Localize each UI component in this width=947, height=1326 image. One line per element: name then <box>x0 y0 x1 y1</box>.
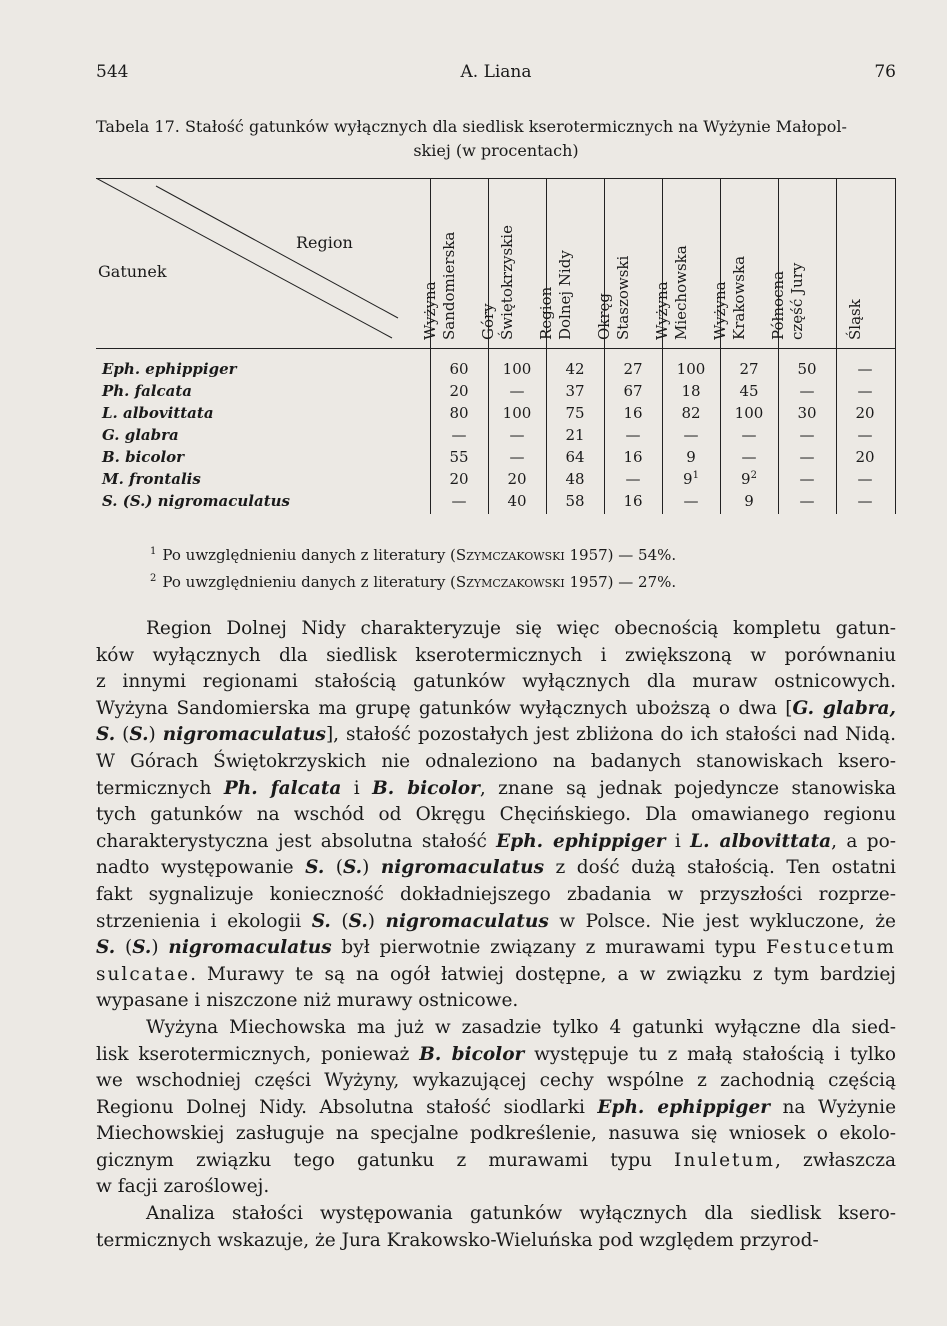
column-header-label <box>846 299 865 340</box>
table-cell <box>720 470 778 488</box>
table-cell <box>778 448 836 466</box>
cell-value: 18 <box>681 382 701 400</box>
table-cell <box>720 448 778 466</box>
text-run: występuje tu z małą stałością i tylko <box>524 1043 896 1065</box>
cell-value: 20 <box>449 470 469 488</box>
text-run: ) <box>148 724 163 746</box>
cell-value: 80 <box>449 404 469 422</box>
table-cell <box>662 470 720 488</box>
text-run: , znane są jednak pojedyncze stanowiska <box>479 777 896 799</box>
body-line <box>96 616 896 643</box>
text-run: ( <box>115 937 133 959</box>
table-cell <box>488 360 546 378</box>
body-line <box>96 802 896 829</box>
table-cell <box>604 382 662 400</box>
text-run: , zwłaszcza <box>774 1149 896 1171</box>
cell-value: 60 <box>449 360 469 378</box>
text-run: Miechowskiej zasługuje na specjalne podkreślenie, nasuwa się wniosek o ekolo- <box>96 1123 896 1145</box>
column-header-label <box>479 225 517 340</box>
table-cell <box>546 426 604 444</box>
column-header-label <box>711 256 749 340</box>
cell-value: 20 <box>855 404 875 422</box>
table-cell <box>546 360 604 378</box>
cell-value: — <box>741 426 757 444</box>
table-row <box>96 360 896 382</box>
cell-value: — <box>451 492 467 510</box>
column-header-label <box>537 250 575 340</box>
body-line <box>96 749 896 776</box>
table-caption <box>96 115 896 163</box>
table-cell <box>836 360 894 378</box>
body-line <box>96 1201 896 1228</box>
cell-value: 75 <box>565 404 585 422</box>
table-cell <box>662 492 720 510</box>
table-cell <box>662 426 720 444</box>
cell-value: — <box>683 492 699 510</box>
body-line <box>96 962 896 989</box>
body-line <box>96 1148 896 1175</box>
table-cell <box>778 382 836 400</box>
column-header-line-1: Śląsk <box>846 299 864 340</box>
text-run: ], stałość pozostałych jest zbliżona do ich stałości nad Nidą. <box>325 724 896 746</box>
table-cell <box>778 470 836 488</box>
table-cell <box>778 426 836 444</box>
table-cell <box>546 448 604 466</box>
text-run: na Wyżynie <box>769 1096 897 1118</box>
volume-number: 76 <box>874 62 896 82</box>
column-header-line-1: Region <box>537 286 555 340</box>
footnote-author: Szymczakowski <box>455 546 565 564</box>
text-run: W Górach Świętokrzyskich nie odnaleziono na badanych stanowiskach ksero- <box>96 750 896 772</box>
column-header-line-1: Okręg <box>595 292 613 340</box>
body-line <box>96 696 896 723</box>
table-cell <box>720 404 778 422</box>
table-cell <box>778 404 836 422</box>
body-line <box>96 829 896 856</box>
column-header-label <box>595 256 633 340</box>
taxon-name: S. <box>342 857 363 879</box>
cell-value: 30 <box>797 404 817 422</box>
table-cell <box>488 382 546 400</box>
body-line <box>96 776 896 803</box>
table-row <box>96 470 896 492</box>
species-name: B. bicolor <box>102 448 185 466</box>
table-cell <box>720 492 778 510</box>
text-run: strzenienia i ekologii <box>96 910 312 932</box>
body-line <box>96 669 896 696</box>
body-line <box>96 1068 896 1095</box>
text-run: nadto występowanie <box>96 857 306 879</box>
taxon-name: S. <box>129 724 149 746</box>
table-cell <box>430 426 488 444</box>
cell-value: 27 <box>739 360 759 378</box>
text-run: , a po- <box>831 830 896 852</box>
cell-value: 9 <box>683 470 693 488</box>
cell-value: 20 <box>507 470 527 488</box>
taxon-name: Ph. falcata <box>223 777 342 799</box>
cell-value: — <box>509 448 525 466</box>
species-name: Eph. ephippiger <box>102 360 237 378</box>
footnote-mark: 2 <box>150 573 157 584</box>
caption-line-1: Tabela 17. Stałość gatunków wyłącznych dla siedlisk kserotermicznych na Wyżynie Małopol- <box>96 117 847 136</box>
table-cell <box>488 492 546 510</box>
column-header-label <box>769 263 807 340</box>
taxon-name: S. <box>311 910 331 932</box>
body-line <box>96 1228 896 1255</box>
body-line <box>96 643 896 670</box>
taxon-name: B. bicolor <box>372 777 480 799</box>
taxon-name: S. <box>96 937 116 959</box>
table-cell <box>836 448 894 466</box>
cell-value: 50 <box>797 360 817 378</box>
taxon-name: S. <box>96 724 116 746</box>
footnote-text: Po uwzględnieniu danych z literatury ( <box>162 573 456 591</box>
text-run: i <box>665 830 691 852</box>
cell-value: — <box>509 426 525 444</box>
corner-species-label: Gatunek <box>98 262 167 281</box>
text-run: ( <box>330 910 349 932</box>
column-header-line-2: Świętokrzyskie <box>498 225 516 340</box>
column-header-line-1: Wyżyna <box>711 281 729 340</box>
body-line <box>96 935 896 962</box>
body-line <box>96 882 896 909</box>
cell-value: 9 <box>741 470 751 488</box>
table-cell <box>778 360 836 378</box>
table-cell <box>546 382 604 400</box>
footnote-ref: 1 <box>692 470 699 481</box>
cell-value: — <box>857 426 873 444</box>
table-cell <box>836 404 894 422</box>
taxon-name: Eph. ephippiger <box>597 1096 770 1118</box>
body-text <box>96 616 896 1254</box>
cell-value: — <box>799 426 815 444</box>
cell-value: 64 <box>565 448 585 466</box>
cell-value: 16 <box>623 492 643 510</box>
cell-value: 40 <box>507 492 527 510</box>
column-header-line-2: część Jury <box>788 262 806 340</box>
column-header-line-1: Wyżyna <box>421 281 439 340</box>
page-number: 544 <box>96 62 129 82</box>
taxon-name: nigromaculatus <box>168 937 332 959</box>
cell-value: 27 <box>623 360 643 378</box>
cell-value: — <box>857 470 873 488</box>
plant-association: Inuletum <box>674 1149 775 1171</box>
text-run: charakterystyczna jest absolutna stałość <box>96 830 497 852</box>
table-row <box>96 448 896 470</box>
stability-table <box>96 178 896 514</box>
text-run: ków wyłącznych dla siedlisk kserotermicznych i zwiększoną w porównaniu <box>96 644 896 666</box>
cell-value: — <box>857 360 873 378</box>
taxon-name: S. <box>348 910 368 932</box>
cell-value: — <box>509 382 525 400</box>
cell-value: — <box>799 492 815 510</box>
taxon-name: nigromaculatus <box>162 724 326 746</box>
cell-value: 9 <box>744 492 754 510</box>
column-header-label <box>421 232 459 340</box>
footnote-text: Po uwzględnieniu danych z literatury ( <box>162 546 456 564</box>
cell-value: 16 <box>623 404 643 422</box>
cell-value: 100 <box>502 404 532 422</box>
cell-value: 82 <box>681 404 701 422</box>
text-run: Analiza stałości występowania gatunków wyłącznych dla siedlisk ksero- <box>146 1203 896 1225</box>
footnote-ref: 2 <box>750 470 757 481</box>
species-name: M. frontalis <box>102 470 201 488</box>
corner-region-label: Region <box>296 233 353 252</box>
cell-value: 48 <box>565 470 585 488</box>
cell-value: 100 <box>676 360 706 378</box>
table-cell <box>836 470 894 488</box>
taxon-name: nigromaculatus <box>380 857 545 879</box>
table-cell <box>662 404 720 422</box>
text-run: Regionu Dolnej Nidy. Absolutna stałość siodlarki <box>96 1096 598 1118</box>
text-run: . Murawy te są na ogół łatwiej dostępne, a w związku z tym bardziej <box>190 963 896 985</box>
text-run: gicznym związku tego gatunku z murawami typu <box>96 1149 675 1171</box>
cell-value: 37 <box>565 382 585 400</box>
species-name: Ph. falcata <box>102 382 192 400</box>
table-cell <box>430 382 488 400</box>
taxon-name: S. <box>305 857 325 879</box>
text-run: z innymi regionami stałością gatunków wyłącznych dla muraw ostnicowych. <box>96 671 896 693</box>
table-cell <box>488 470 546 488</box>
table-cell <box>836 382 894 400</box>
body-line <box>96 1095 896 1122</box>
species-name: G. glabra <box>102 426 179 444</box>
body-line <box>96 1121 896 1148</box>
taxon-name: nigromaculatus <box>385 910 549 932</box>
table-cell <box>430 448 488 466</box>
cell-value: 100 <box>734 404 764 422</box>
text-run: fakt sygnalizuje konieczność dokładniejszego zbadania w przyszłości rozprze- <box>96 883 896 905</box>
footnote <box>150 567 676 594</box>
table-cell <box>430 492 488 510</box>
body-line <box>96 909 896 936</box>
text-run: tych gatunków na wschód od Okręgu Chęcińskiego. Dla omawianego regionu <box>96 804 896 826</box>
table-cell <box>662 382 720 400</box>
body-line <box>96 722 896 749</box>
cell-value: — <box>799 382 815 400</box>
table-cell <box>778 492 836 510</box>
cell-value: 20 <box>449 382 469 400</box>
table-cell <box>662 448 720 466</box>
cell-value: 55 <box>449 448 469 466</box>
cell-value: 16 <box>623 448 643 466</box>
plant-association: sulcatae <box>96 963 191 985</box>
table-footnotes <box>150 540 676 594</box>
text-run: lisk kserotermicznych, ponieważ <box>96 1043 420 1065</box>
taxon-name: Eph. ephippiger <box>496 830 666 852</box>
text-run: z dość dużą stałością. Ten ostatni <box>544 857 896 879</box>
text-run: we wschodniej części Wyżyny, wykazującej cechy wspólne z zachodnią częścią <box>96 1070 896 1092</box>
footnote-text: 1957) — 27%. <box>564 573 677 591</box>
text-run: Wyżyna Sandomierska ma grupę gatunków wyłącznych uboższą o dwa [ <box>96 697 793 719</box>
plant-association: Festucetum <box>766 937 896 959</box>
cell-value: — <box>451 426 467 444</box>
text-run: ( <box>115 724 130 746</box>
text-run: termicznych wskazuje, że Jura Krakowsko-Wieluńska pod względem przyrod- <box>96 1229 819 1251</box>
caption-line-2: skiej (w procentach) <box>413 141 579 160</box>
column-header <box>769 178 836 346</box>
body-line <box>96 1174 896 1201</box>
table-cell <box>662 360 720 378</box>
table-row <box>96 492 896 514</box>
species-name: S. (S.) nigromaculatus <box>102 492 291 510</box>
text-run: Wyżyna Miechowska ma już w zasadzie tylko 4 gatunki wyłączne dla sied- <box>146 1016 896 1038</box>
text-run: termicznych <box>96 777 224 799</box>
text-run: ) <box>151 937 169 959</box>
table-cell <box>604 360 662 378</box>
table-cell <box>836 492 894 510</box>
footnote-text: 1957) — 54%. <box>564 546 677 564</box>
body-line <box>96 1015 896 1042</box>
text-run: Region Dolnej Nidy charakteryzuje się więc obecnością kompletu gatun- <box>146 618 896 639</box>
column-header-line-2: Staszowski <box>614 255 632 340</box>
table-row <box>96 382 896 404</box>
table-cell <box>430 360 488 378</box>
table-cell <box>430 470 488 488</box>
table-cell <box>546 470 604 488</box>
text-run: ) <box>362 857 381 879</box>
cell-value: — <box>857 382 873 400</box>
text-run: był pierwotnie związany z murawami typu <box>331 937 767 959</box>
footnote <box>150 540 676 567</box>
table-header-rule <box>96 348 896 349</box>
table-cell <box>488 426 546 444</box>
cell-value: — <box>625 470 641 488</box>
table-cell <box>604 448 662 466</box>
column-header <box>836 178 894 346</box>
cell-value: 67 <box>623 382 643 400</box>
cell-value: 9 <box>686 448 696 466</box>
table-cell <box>720 382 778 400</box>
table-cell <box>720 360 778 378</box>
taxon-name: G. glabra, <box>792 697 896 719</box>
table-cell <box>488 404 546 422</box>
footnote-mark: 1 <box>150 546 157 557</box>
table-cell <box>836 426 894 444</box>
cell-value: — <box>857 492 873 510</box>
running-author: A. Liana <box>460 62 532 82</box>
taxon-name: B. bicolor <box>419 1043 525 1065</box>
column-header-line-2: Krakowska <box>730 255 748 340</box>
cell-value: 58 <box>565 492 585 510</box>
cell-value: 21 <box>565 426 585 444</box>
text-run: ( <box>324 857 343 879</box>
footnote-author: Szymczakowski <box>455 573 565 591</box>
body-line <box>96 988 896 1015</box>
running-header <box>96 62 896 86</box>
text-run: w facji zaroślowej. <box>96 1176 270 1198</box>
table-row <box>96 426 896 448</box>
table-cell <box>604 404 662 422</box>
text-run: ) <box>367 910 386 932</box>
column-header-line-2: Miechowska <box>672 245 690 340</box>
cell-value: 45 <box>739 382 759 400</box>
column-header-line-1: Wyżyna <box>653 281 671 340</box>
cell-value: 20 <box>855 448 875 466</box>
body-line <box>96 855 896 882</box>
column-header-line-2: Sandomierska <box>440 231 458 340</box>
table-cell <box>546 404 604 422</box>
cell-value: — <box>799 470 815 488</box>
text-run: i <box>341 777 373 799</box>
text-run: wypasane i niszczone niż murawy ostnicowe. <box>96 990 519 1012</box>
species-name: L. albovittata <box>102 404 214 422</box>
cell-value: — <box>625 426 641 444</box>
column-header-line-1: Północna <box>769 270 787 340</box>
column-header-line-1: Góry <box>479 303 497 340</box>
table-cell <box>488 448 546 466</box>
cell-value: — <box>799 448 815 466</box>
cell-value: 100 <box>502 360 532 378</box>
table-cell <box>604 492 662 510</box>
cell-value: — <box>741 448 757 466</box>
table-cell <box>604 470 662 488</box>
table-cell <box>546 492 604 510</box>
column-header-line-2: Dolnej Nidy <box>556 250 574 340</box>
table-cell <box>430 404 488 422</box>
cell-value: — <box>683 426 699 444</box>
column-header-label <box>653 245 691 340</box>
table-cell <box>604 426 662 444</box>
cell-value: 42 <box>565 360 585 378</box>
body-line <box>96 1042 896 1069</box>
table-row <box>96 404 896 426</box>
table-cell <box>720 426 778 444</box>
taxon-name: S. <box>132 937 152 959</box>
taxon-name: L. albovittata <box>690 830 832 852</box>
text-run: w Polsce. Nie jest wykluczone, że <box>548 910 896 932</box>
